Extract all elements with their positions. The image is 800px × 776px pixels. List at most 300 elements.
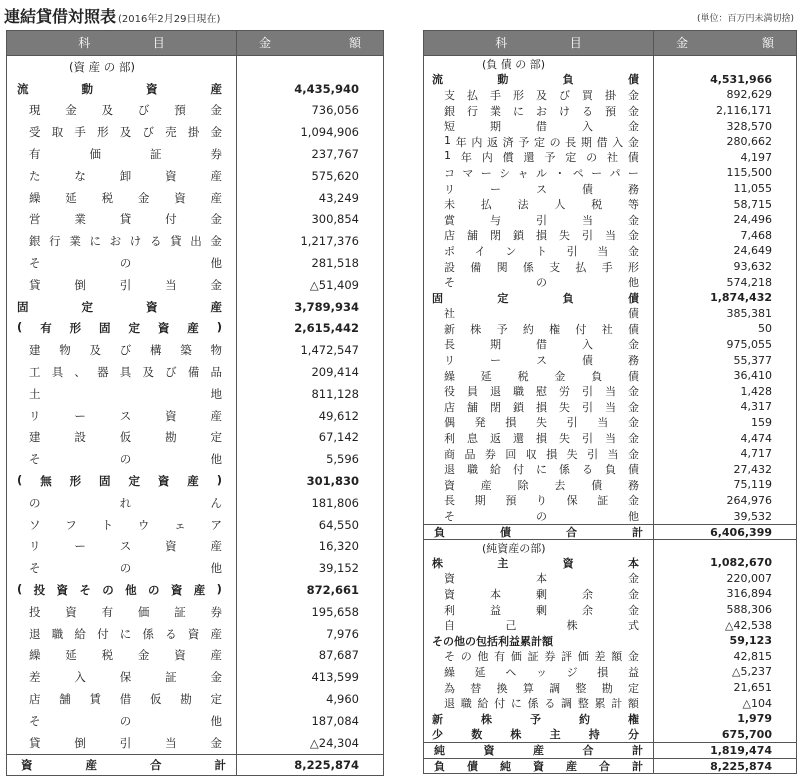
row-label-cell: [424, 477, 654, 493]
table-row: [7, 318, 383, 340]
row-label-cell: [424, 461, 654, 477]
row-label-cell: [424, 228, 654, 244]
row-label-cell: [424, 368, 654, 384]
row-label: ( 投 資 そ の 他 の 資 産 ): [17, 582, 222, 598]
row-value: △104: [742, 696, 772, 710]
table-row: [424, 649, 796, 665]
row-value: 264,976: [726, 493, 772, 507]
table-row: [7, 56, 383, 78]
row-value: 209,414: [311, 365, 359, 380]
row-value: 736,056: [311, 103, 359, 118]
row-value: 316,894: [726, 587, 772, 601]
row-value: 220,007: [726, 571, 772, 585]
table-row: [7, 645, 383, 667]
row-value: 115,500: [726, 166, 772, 180]
row-label-cell: [7, 645, 237, 667]
row-label-cell: [424, 571, 654, 587]
row-value: 575,620: [311, 168, 359, 183]
row-value: 237,767: [311, 147, 359, 162]
table-row: [424, 586, 796, 602]
row-label: 長 期 預 り 保 証 金: [444, 494, 639, 508]
row-label-cell: [7, 100, 237, 122]
report-title: [4, 4, 220, 27]
row-label: 自 己 株 式: [444, 619, 639, 633]
table-row: [424, 274, 796, 290]
row-value: 16,320: [318, 539, 359, 554]
row-label-cell: [7, 557, 237, 579]
table-row: [7, 470, 383, 492]
row-value: 675,700: [721, 727, 772, 741]
row-label-cell: [424, 633, 654, 649]
row-value: 6,406,399: [710, 525, 772, 539]
table-row: [7, 666, 383, 688]
liabilities-table: [423, 30, 797, 774]
row-label-cell: [424, 695, 654, 711]
row-label: 銀 行 業 に お け る 預 金: [444, 104, 639, 118]
table-row: [7, 100, 383, 122]
table-row: [7, 165, 383, 187]
row-value: 1,082,670: [710, 556, 772, 570]
row-label-cell: [424, 196, 654, 212]
row-value: 1,094,906: [300, 125, 359, 140]
table-row: [7, 448, 383, 470]
row-value: 1,979: [737, 712, 772, 726]
table-row: [424, 664, 796, 680]
row-label: 資 産 除 去 債 務: [444, 478, 639, 492]
row-value: 1,472,547: [300, 343, 359, 358]
row-value: 93,632: [733, 260, 772, 274]
table-row: [7, 427, 383, 449]
row-label-cell: [424, 212, 654, 228]
row-label: 店 舗 閉 鎖 損 失 引 当 金: [444, 229, 639, 243]
row-label-cell: [424, 727, 654, 743]
table-row: [7, 688, 383, 710]
header-amount-char-2: 額: [348, 36, 361, 50]
row-label-cell: [424, 56, 654, 72]
row-label-cell: [7, 688, 237, 710]
row-value: 413,599: [311, 670, 359, 685]
header-amount-col: [237, 31, 383, 55]
row-label-cell: [424, 399, 654, 415]
table-row: [424, 430, 796, 446]
row-label: 短 期 借 入 金: [444, 120, 639, 134]
row-label-cell: [424, 649, 654, 665]
table-row: [424, 415, 796, 431]
row-label: の れ ん: [29, 495, 222, 510]
row-value: 3,789,934: [294, 299, 359, 314]
row-value: 49,612: [318, 408, 359, 423]
table-row: [7, 536, 383, 558]
row-value: 21,651: [733, 681, 772, 695]
row-label: リ ー ス 債 務: [444, 354, 639, 368]
report-title-text: 連結貸借対照表: [4, 7, 117, 26]
row-label-cell: [424, 165, 654, 181]
table-row: [7, 405, 383, 427]
row-label-cell: [424, 290, 654, 306]
row-label-cell: [7, 601, 237, 623]
row-label: 工 具 、 器 具 及 び 備 品: [29, 365, 222, 380]
row-label: 建 設 仮 勘 定: [29, 430, 222, 445]
row-label: ( 有 形 固 定 資 産 ): [17, 320, 222, 336]
row-label: 負 債 純 資 産 合 計: [434, 760, 643, 774]
unit-note: (単位：百万円未満切捨): [696, 14, 794, 24]
row-label-cell: [424, 617, 654, 633]
table-row: [424, 165, 796, 181]
table-row: [424, 680, 796, 696]
row-label: 現 金 及 び 預 金: [29, 103, 222, 118]
table-row: [424, 477, 796, 493]
row-value: 59,123: [729, 634, 772, 648]
row-value: 588,306: [726, 603, 772, 617]
table-row: [424, 212, 796, 228]
row-value: 4,474: [740, 431, 772, 445]
row-label: 新 株 予 約 権: [432, 712, 639, 726]
row-value: 1,819,474: [710, 743, 772, 757]
header-amount-char-1: 金: [676, 36, 689, 50]
header-item-char-2: 目: [569, 36, 582, 50]
row-value: 2,116,171: [716, 104, 772, 118]
row-label-cell: [7, 492, 237, 514]
row-value: △51,409: [309, 277, 359, 292]
row-label: 1 年 内 償 還 予 定 の 社 債: [444, 149, 639, 165]
row-label: 投 資 有 価 証 券: [29, 604, 222, 619]
row-label: 負 債 合 計: [434, 526, 643, 540]
row-label: リ ー ス 資 産: [29, 539, 222, 554]
row-value: 280,662: [726, 135, 772, 149]
table-row: [424, 383, 796, 399]
header-amount-char-1: 金: [259, 36, 272, 50]
table-row: [424, 399, 796, 415]
row-label-cell: [424, 664, 654, 680]
row-value: 67,142: [318, 430, 359, 445]
row-label: 土 地: [29, 386, 222, 401]
row-label: 資 産 合 計: [21, 757, 226, 772]
row-label: リ ー ス 債 務: [444, 182, 639, 196]
row-value: 892,629: [726, 88, 772, 102]
row-value: 301,830: [306, 474, 359, 489]
row-value: 872,661: [306, 583, 359, 598]
header-item-char-1: 科: [495, 36, 508, 50]
row-value: 300,854: [311, 212, 359, 227]
assets-table-body: [7, 56, 383, 775]
row-value: 187,084: [311, 713, 359, 728]
row-value: 4,717: [740, 447, 772, 461]
row-label: 受 取 手 形 及 び 売 掛 金: [29, 125, 222, 140]
row-value: 574,218: [726, 275, 772, 289]
row-label-cell: [7, 579, 237, 601]
row-label: ポ イ ン ト 引 当 金: [444, 244, 639, 258]
table-row: [424, 602, 796, 618]
table-row: [424, 118, 796, 134]
row-label: 固 定 負 債: [432, 291, 639, 305]
table-row: [7, 78, 383, 100]
row-label: 退 職 給 付 に 係 る 負 債: [444, 463, 639, 477]
table-row: [424, 228, 796, 244]
header-item-char-2: 目: [152, 36, 165, 50]
row-value: 1,217,376: [300, 234, 359, 249]
row-label: 繰 延 税 金 資 産: [29, 648, 222, 663]
row-label-cell: [424, 150, 654, 166]
row-label: 有 価 証 券: [29, 147, 222, 162]
row-value: 328,570: [726, 119, 772, 133]
row-label-cell: [7, 209, 237, 231]
table-row: [424, 352, 796, 368]
row-label-cell: [424, 759, 654, 774]
row-label: 固 定 資 産: [17, 299, 222, 314]
row-label-cell: [7, 78, 237, 100]
row-value: 87,687: [318, 648, 359, 663]
row-value: 1,874,432: [710, 291, 772, 305]
row-label-cell: [424, 118, 654, 134]
table-row: [424, 321, 796, 337]
row-label-cell: [424, 383, 654, 399]
row-label: 繰 延 ヘ ッ ジ 損 益: [444, 665, 639, 679]
row-label-cell: [424, 103, 654, 119]
row-label-cell: [7, 339, 237, 361]
row-label: 少 数 株 主 持 分: [432, 728, 639, 742]
header-item-char-1: 科: [78, 36, 91, 50]
row-value: 281,518: [311, 256, 359, 271]
liabilities-table-header: [424, 31, 796, 56]
table-row: [7, 557, 383, 579]
table-row: [7, 230, 383, 252]
row-label-cell: [424, 337, 654, 353]
table-row: [424, 539, 796, 555]
row-label-cell: [7, 252, 237, 274]
row-label: ソ フ ト ウ ェ ア: [29, 517, 222, 532]
table-row: [424, 150, 796, 166]
row-value: 39,152: [318, 561, 359, 576]
table-row: [424, 134, 796, 150]
row-label: そ の 他: [444, 510, 639, 524]
row-label: 退 職 給 付 に 係 る 資 産: [29, 626, 222, 641]
row-label: 1 年 内 返 済 予 定 の 長 期 借 入 金: [444, 133, 639, 149]
table-row: [7, 274, 383, 296]
liabilities-table-body: [424, 56, 796, 773]
row-value: 36,410: [733, 369, 772, 383]
table-row: [7, 209, 383, 231]
row-label: た な 卸 資 産: [29, 168, 222, 183]
table-row: [424, 461, 796, 477]
row-label-cell: [7, 448, 237, 470]
table-row: [424, 259, 796, 275]
row-label-cell: [424, 743, 654, 758]
row-label-cell: [7, 623, 237, 645]
row-label: 純 資 産 合 計: [434, 744, 643, 758]
row-label: 建 物 及 び 構 築 物: [29, 343, 222, 358]
table-row: [424, 695, 796, 711]
table-row: [7, 623, 383, 645]
table-row: [424, 617, 796, 633]
row-label: 資 本 剰 余 金: [444, 587, 639, 601]
header-amount-col: [654, 31, 796, 55]
row-value: 75,119: [733, 478, 772, 492]
table-row: [424, 633, 796, 649]
row-label-cell: [7, 187, 237, 209]
row-label: (負 債 の 部): [482, 57, 546, 71]
table-row: [424, 306, 796, 322]
table-row: [7, 514, 383, 536]
table-row: [424, 446, 796, 462]
row-label-cell: [7, 732, 237, 754]
row-label-cell: [7, 121, 237, 143]
row-label-cell: [7, 427, 237, 449]
row-label: 店 舗 賃 借 仮 勘 定: [29, 692, 222, 706]
row-value: 4,531,966: [710, 72, 772, 86]
row-label: 差 入 保 証 金: [29, 670, 222, 685]
row-label: そ の 他: [29, 256, 222, 271]
row-label: 為 替 換 算 調 整 勘 定: [444, 681, 639, 695]
row-label-cell: [424, 555, 654, 571]
row-label-cell: [7, 274, 237, 296]
table-row: [7, 143, 383, 165]
table-row: [7, 492, 383, 514]
row-label-cell: [424, 602, 654, 618]
row-label: そ の 他: [444, 276, 639, 290]
row-label-cell: [424, 415, 654, 431]
row-value: 55,377: [733, 353, 772, 367]
row-value: 24,649: [733, 244, 772, 258]
row-value: 27,432: [733, 462, 772, 476]
table-row: [424, 290, 796, 306]
table-row: [7, 710, 383, 732]
row-value: 8,225,874: [294, 757, 359, 772]
row-label: 株 主 資 本: [432, 556, 639, 570]
row-label-cell: [7, 710, 237, 732]
row-label-cell: [7, 296, 237, 318]
row-label: そ の 他: [29, 561, 222, 576]
row-value: 975,055: [726, 337, 772, 351]
row-value: 195,658: [311, 604, 359, 619]
row-value: 2,615,442: [294, 321, 359, 336]
table-row: [424, 243, 796, 259]
row-label: コ マ ー シ ャ ル ・ ペ ー パ ー: [444, 166, 639, 180]
row-label-cell: [424, 352, 654, 368]
row-label: (純資産の部): [482, 541, 546, 555]
table-row: [7, 296, 383, 318]
row-value: 7,468: [740, 228, 772, 242]
row-label-cell: [7, 383, 237, 405]
row-label: 利 益 剰 余 金: [444, 603, 639, 617]
row-label-cell: [7, 230, 237, 252]
table-row: [424, 493, 796, 509]
row-label-cell: [7, 536, 237, 558]
row-label: 退 職 給 付 に 係 る 調 整 累 計 額: [444, 697, 639, 711]
row-label-cell: [424, 274, 654, 290]
total-row: [424, 758, 796, 774]
table-row: [424, 87, 796, 103]
row-label-cell: [424, 586, 654, 602]
row-label: 資 本 金: [444, 572, 639, 586]
header-amount-char-2: 額: [761, 36, 774, 50]
row-value: 1,428: [740, 384, 772, 398]
header-item-col: [7, 31, 237, 55]
row-label-cell: [7, 143, 237, 165]
row-label: 繰 延 税 金 資 産: [29, 190, 222, 205]
row-value: △42,538: [725, 618, 772, 632]
row-label: そ の 他 有 価 証 券 評 価 差 額 金: [444, 650, 639, 664]
row-label-cell: [7, 165, 237, 187]
row-value: 11,055: [733, 182, 772, 196]
row-label-cell: [424, 446, 654, 462]
row-label: 利 息 返 還 損 失 引 当 金: [444, 432, 639, 446]
row-label: 貸 倒 引 当 金: [29, 277, 222, 292]
table-row: [424, 337, 796, 353]
table-row: [424, 196, 796, 212]
table-row: [7, 361, 383, 383]
table-row: [424, 103, 796, 119]
row-value: 8,225,874: [710, 759, 772, 773]
row-label-cell: [7, 470, 237, 492]
row-label: 新 株 予 約 権 付 社 債: [444, 322, 639, 336]
table-row: [424, 571, 796, 587]
row-label: 店 舗 閉 鎖 損 失 引 当 金: [444, 400, 639, 414]
table-row: [7, 339, 383, 361]
row-label: 未 払 法 人 税 等: [444, 198, 639, 212]
row-value: 58,715: [733, 197, 772, 211]
row-label-cell: [7, 755, 237, 776]
total-row: [424, 742, 796, 758]
row-label-cell: [7, 318, 237, 340]
row-value: 181,806: [311, 495, 359, 510]
row-label-cell: [424, 72, 654, 88]
row-label-cell: [7, 361, 237, 383]
row-label-cell: [424, 306, 654, 322]
row-label: 役 員 退 職 慰 労 引 当 金: [444, 385, 639, 399]
header-item-col: [424, 31, 654, 55]
row-value: 811,128: [311, 386, 359, 401]
table-row: [424, 727, 796, 743]
row-label: その他の包括利益累計額: [432, 634, 553, 648]
row-value: 5,596: [326, 452, 359, 467]
row-label-cell: [424, 680, 654, 696]
table-row: [7, 732, 383, 754]
row-label: そ の 他: [29, 713, 222, 728]
row-label: 商 品 券 回 収 損 失 引 当 金: [444, 447, 639, 461]
row-label-cell: [424, 508, 654, 524]
row-label-cell: [7, 56, 237, 78]
row-label-cell: [424, 259, 654, 275]
row-label: 流 動 資 産: [17, 81, 222, 96]
row-label: 貸 倒 引 当 金: [29, 735, 222, 750]
row-label-cell: [424, 243, 654, 259]
row-label-cell: [424, 321, 654, 337]
assets-table-header: [7, 31, 383, 56]
row-label-cell: [424, 493, 654, 509]
table-row: [424, 555, 796, 571]
table-row: [424, 72, 796, 88]
row-value: 159: [751, 415, 772, 429]
row-label: 設 備 関 係 支 払 手 形: [444, 260, 639, 274]
row-label-cell: [424, 525, 654, 540]
row-label: 長 期 借 入 金: [444, 338, 639, 352]
row-label: リ ー ス 資 産: [29, 408, 222, 423]
row-value: 4,960: [326, 692, 359, 706]
total-row: [7, 754, 383, 776]
row-label: 偶 発 損 失 引 当 金: [444, 416, 639, 430]
row-value: 50: [758, 322, 772, 336]
table-row: [424, 368, 796, 384]
row-value: 4,197: [740, 150, 772, 164]
row-label-cell: [7, 666, 237, 688]
row-label: 支 払 手 形 及 び 買 掛 金: [444, 88, 639, 102]
row-label: そ の 他: [29, 452, 222, 467]
row-label: 繰 延 税 金 負 債: [444, 369, 639, 383]
table-row: [424, 56, 796, 72]
row-value: 42,815: [733, 649, 772, 663]
row-value: 43,249: [318, 190, 359, 205]
row-label: 賞 与 引 当 金: [444, 213, 639, 227]
